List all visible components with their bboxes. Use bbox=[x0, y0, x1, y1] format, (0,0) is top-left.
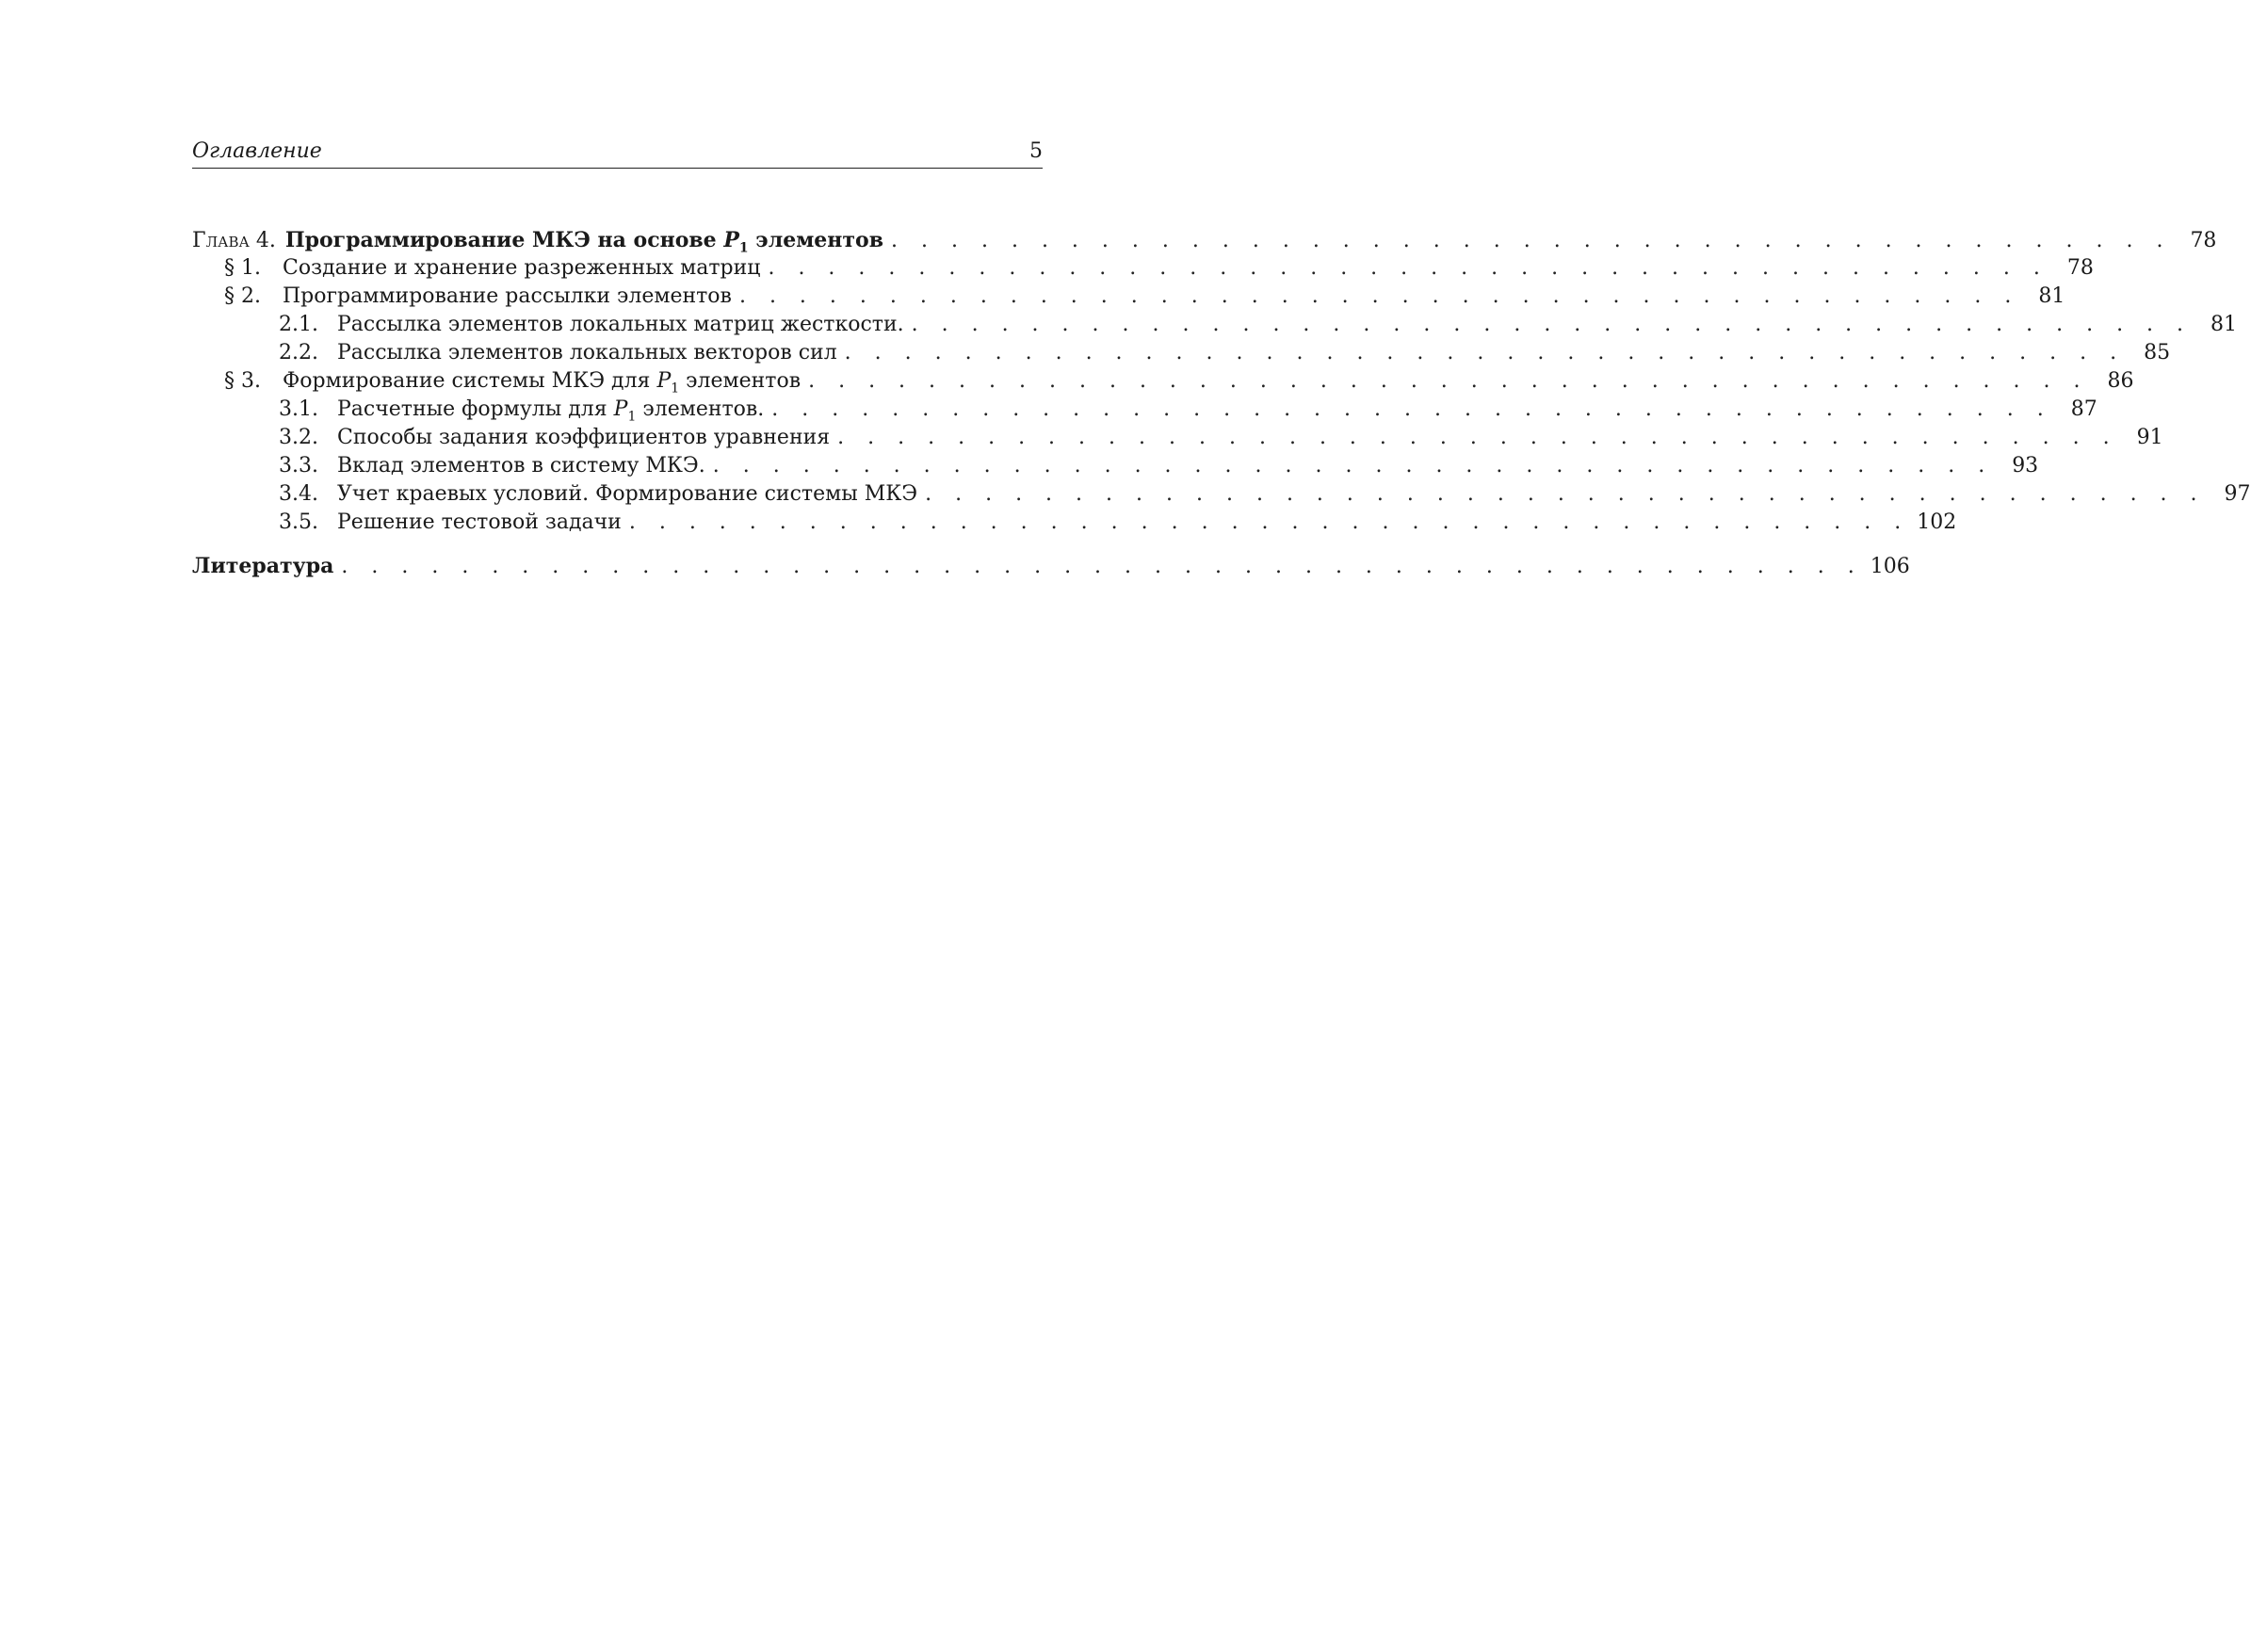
leader-dots: . . . . . . . . . . . . . . . . . . . . . . . . . . . . . . . . . . . . . . . . . . . bbox=[891, 229, 2172, 252]
leader-dots: . . . . . . . . . . . . . . . . . . . . . . . . . . . . . . . . . . . . . . . . . . . bbox=[628, 510, 1910, 534]
toc-page: 93 bbox=[2012, 454, 2039, 478]
subsection-number: 3.1. bbox=[279, 397, 318, 421]
leader-dots: . . . . . . . . . . . . . . . . . . . . . . . . . . . . . . . . . . . . . . . . . . . bbox=[925, 482, 2206, 506]
chapter-label: Глава 4. bbox=[192, 229, 276, 252]
toc-subsection-2-2[interactable] bbox=[192, 339, 2171, 367]
toc-subsection-3-4[interactable] bbox=[192, 480, 2251, 509]
section-number: § 1. bbox=[224, 256, 261, 280]
running-header bbox=[192, 138, 1043, 169]
toc-subsection-3-2[interactable] bbox=[192, 424, 2163, 452]
toc-literature[interactable] bbox=[192, 552, 1910, 580]
toc-page: 81 bbox=[2211, 313, 2238, 336]
toc-page: 102 bbox=[1917, 510, 1957, 534]
math-var: P bbox=[723, 228, 739, 252]
toc-page: 81 bbox=[2038, 284, 2065, 308]
toc-page: 78 bbox=[2066, 256, 2094, 280]
toc-page: 87 bbox=[2070, 397, 2097, 421]
table-of-contents bbox=[192, 226, 2251, 580]
header-page-number: 5 bbox=[1029, 139, 1043, 163]
literature-title: Литература bbox=[192, 554, 334, 578]
toc-page: 86 bbox=[2107, 369, 2134, 393]
subsection-title: Решение тестовой задачи bbox=[337, 510, 622, 534]
toc-subsection-3-5[interactable] bbox=[192, 509, 1957, 537]
leader-dots: . . . . . . . . . . . . . . . . . . . . . . . . . . . . . . . . . . . . . . . . . . . bbox=[738, 284, 2020, 308]
leader-dots: . . . . . . . . . . . . . . . . . . . . . . . . . . . . . . . . . . . . . . . . . . . bbox=[844, 341, 2126, 364]
subsection-number: 2.2. bbox=[279, 341, 318, 364]
toc-subsection-2-1[interactable] bbox=[192, 311, 2238, 339]
toc-page: 78 bbox=[2190, 229, 2217, 252]
toc-section-1[interactable] bbox=[192, 254, 2094, 283]
leader-dots: . . . . . . . . . . . . . . . . . . . . . . . . . . . . . . . . . . . . . . . . . . . bbox=[712, 454, 1994, 478]
leader-dots: . . . . . . . . . . . . . . . . . . . . . . . . . . . . . . . . . . . . . . . . . . . bbox=[768, 256, 2049, 280]
chapter-title: Программирование МКЭ на основе $P_1$ элементов bbox=[284, 228, 884, 256]
toc-page: 91 bbox=[2136, 426, 2163, 449]
leader-dots: . . . . . . . . . . . . . . . . . . . . . . . . . . . . . . . . . . . . . . . . . . . . . . . . . . . bbox=[341, 555, 1863, 578]
leader-dots: . . . . . . . . . . . . . . . . . . . . . . . . . . . . . . . . . . . . . . . . . . . bbox=[808, 369, 2089, 393]
toc-subsection-3-1[interactable] bbox=[192, 396, 2097, 425]
subsection-title: Расчетные формулы для $P_1$ элементов. bbox=[337, 397, 765, 425]
leader-dots: . . . . . . . . . . . . . . . . . . . . . . . . . . . . . . . . . . . . . . . . . . . bbox=[911, 313, 2193, 336]
subsection-number: 3.4. bbox=[279, 482, 318, 506]
math-var: P bbox=[656, 369, 672, 393]
toc-subsection-3-3[interactable] bbox=[192, 452, 2039, 480]
section-title: Программирование рассылки элементов bbox=[283, 284, 732, 308]
toc-page: 85 bbox=[2144, 341, 2171, 364]
math-var: P bbox=[613, 397, 628, 421]
math-sub: 1 bbox=[671, 381, 680, 397]
subsection-title: Учет краевых условий. Формирование системы МКЭ bbox=[337, 482, 918, 506]
subsection-number: 3.5. bbox=[279, 510, 318, 534]
toc-section-3[interactable] bbox=[192, 367, 2134, 397]
section-title: Создание и хранение разреженных матриц bbox=[283, 256, 761, 280]
subsection-title: Вклад элементов в систему МКЭ. bbox=[337, 454, 705, 478]
leader-dots: . . . . . . . . . . . . . . . . . . . . . . . . . . . . . . . . . . . . . . . . . . . bbox=[837, 426, 2118, 449]
subsection-number: 3.2. bbox=[279, 426, 318, 449]
section-number: § 3. bbox=[224, 369, 261, 393]
subsection-number: 3.3. bbox=[279, 454, 318, 478]
subsection-title: Способы задания коэффициентов уравнения bbox=[337, 426, 831, 449]
subsection-number: 2.1. bbox=[279, 313, 318, 336]
toc-chapter-4[interactable] bbox=[192, 226, 2217, 256]
toc-page: 97 bbox=[2224, 482, 2251, 506]
leader-dots: . . . . . . . . . . . . . . . . . . . . . . . . . . . . . . . . . . . . . . . . . . . bbox=[771, 397, 2052, 421]
header-title: Оглавление bbox=[192, 139, 322, 163]
section-title: Формирование системы МКЭ для $P_1$ элементов bbox=[283, 369, 802, 397]
subsection-title: Рассылка элементов локальных матриц жесткости. bbox=[337, 313, 904, 336]
toc-section-2[interactable] bbox=[192, 283, 2065, 311]
subsection-title: Рассылка элементов локальных векторов сил bbox=[337, 341, 837, 364]
section-number: § 2. bbox=[224, 284, 261, 308]
math-sub: 1 bbox=[738, 240, 749, 256]
toc-page: 106 bbox=[1870, 555, 1910, 578]
math-sub: 1 bbox=[627, 409, 637, 425]
